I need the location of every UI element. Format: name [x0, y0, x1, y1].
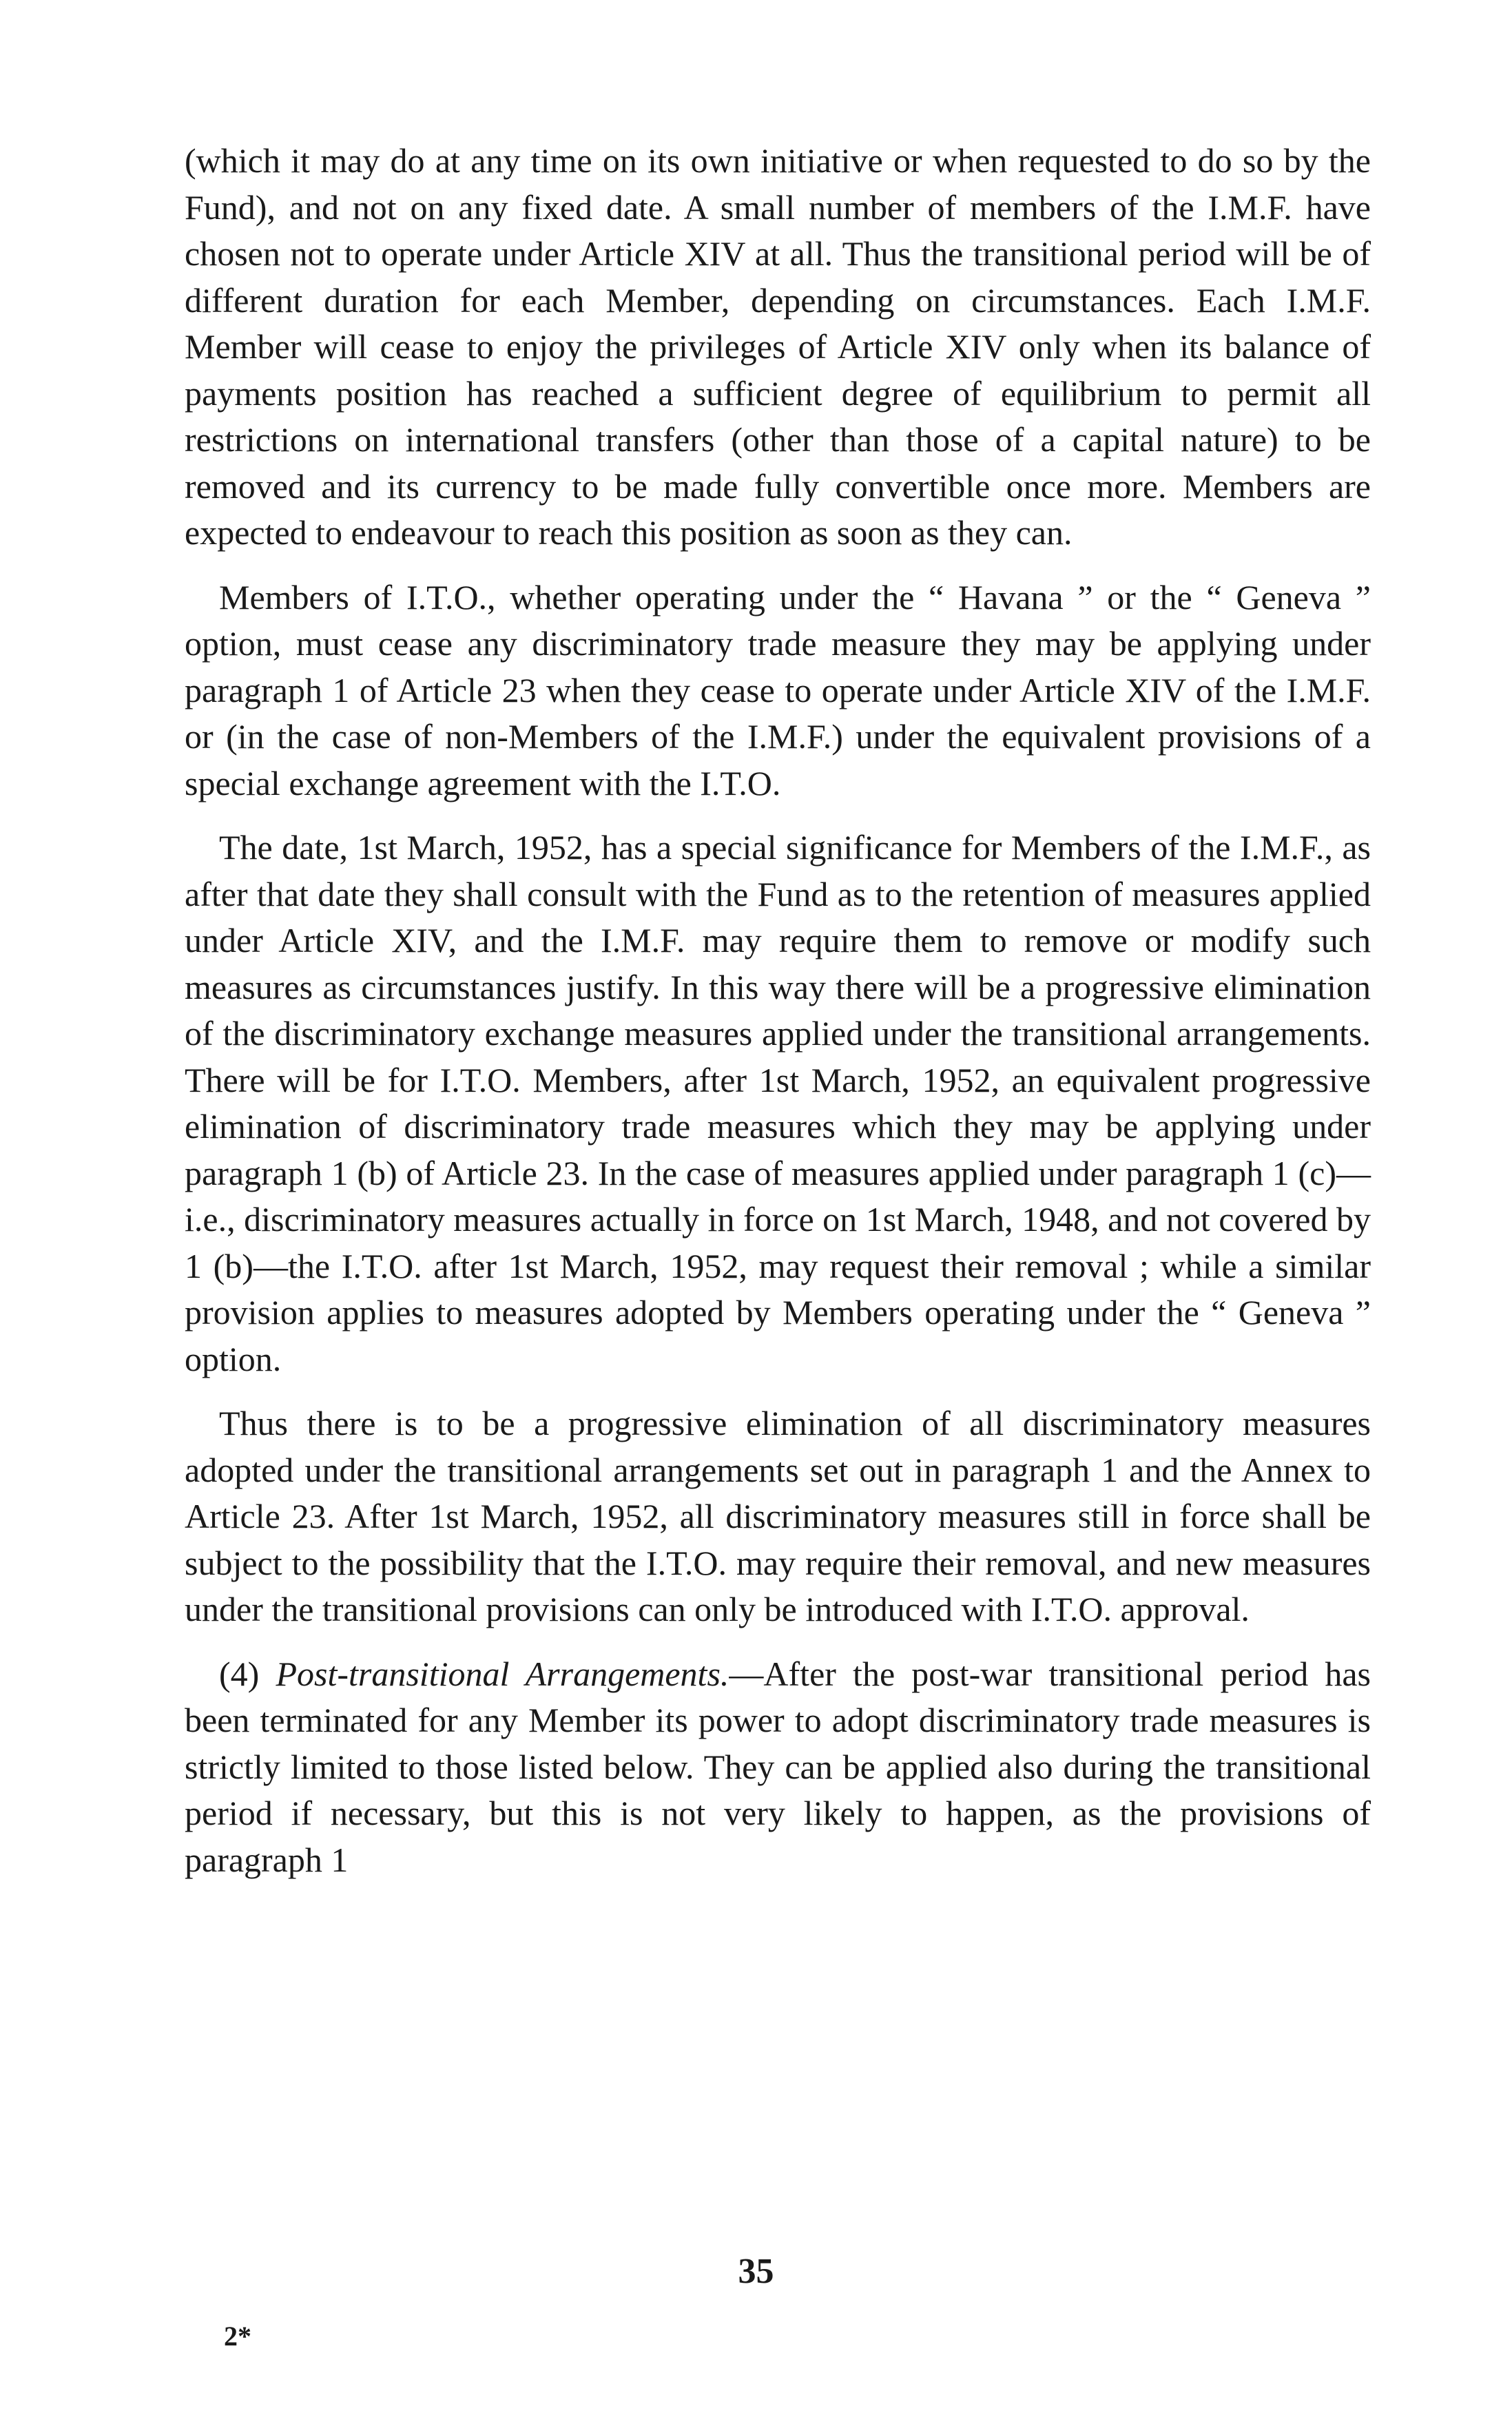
paragraph-progressive-elimination: Thus there is to be a progressive elimination of all discriminatory measures adopted under the transitional arrangements set out in paragraph 1 and the Annex to Article 23. After 1st March, 1952, all discriminatory measures still in force shall be subject to the possibility that the I.T.O. may require their removal, and new measures under the transitional provisions can only be introduced with I.T.O. approval. — [185, 1404, 1371, 1628]
paragraph-ito-members: Members of I.T.O., whether operating under the “ Havana ” or the “ Geneva ” option, must cease any discriminatory trade measure they may be applying under paragraph 1 of Article 23 when they cease to operate under Article XIV of the I.M.F. or (in the case of non-Members of the I.M.F.) under the equivalent provisions of a special exchange agreement with the I.T.O. — [185, 577, 1371, 802]
paragraph-march-1952: The date, 1st March, 1952, has a special significance for Members of the I.M.F., as after that date they shall consult with the Fund as to the retention of measures applied under Article XIV, and the I.M.F. may require them to remove or modify such measures as circumstances justify. In this way there will be a progressive elimination of the discriminatory exchange measures applied under the transitional arrangements. There will be for I.T.O. Members, after 1st March, 1952, an equivalent progressive elimination of discriminatory trade measures which they may be applying under paragraph 1 (b) of Article 23. In the case of measures applied under paragraph 1 (c)—i.e., discriminatory measures actually in force on 1st March, 1948, and not covered by 1 (b)—the I.T.O. after 1st March, 1952, may request their removal ; while a similar provision applies to measures adopted by Members operating under the “ Geneva ” option. — [185, 828, 1371, 1378]
section-heading: Post-transitional Arrangements. — [276, 1654, 729, 1693]
page-number: 35 — [738, 2252, 774, 2291]
signature-mark: 2* — [224, 2321, 251, 2352]
page-body — [185, 138, 1371, 1883]
section-text: —After the post-war transitional period has been terminated for any Member its power to adopt discriminatory trade measures is strictly limited to those listed below. They can be applied also during the transitional period if necessary, but this is not very likely to happen, as the provisions of paragraph 1 — [185, 1654, 1371, 1879]
paragraph-post-transitional — [185, 1651, 1371, 1884]
section-number: (4) — [219, 1654, 276, 1693]
paragraph-continuation: (which it may do at any time on its own initiative or when requested to do so by the Fund), and not on any fixed date. A small number of members of the I.M.F. have chosen not to operate under Article XIV at all. Thus the transitional period will be of different duration for each Member, depending on circumstances. Each I.M.F. Member will cease to enjoy the privileges of Article XIV only when its balance of payments position has reached a sufficient degree of equilibrium to permit all restrictions on international transfers (other than those of a capital nature) to be removed and its currency to be made fully convertible once more. Members are expected to endeavour to reach this position as soon as they can. — [185, 141, 1371, 552]
